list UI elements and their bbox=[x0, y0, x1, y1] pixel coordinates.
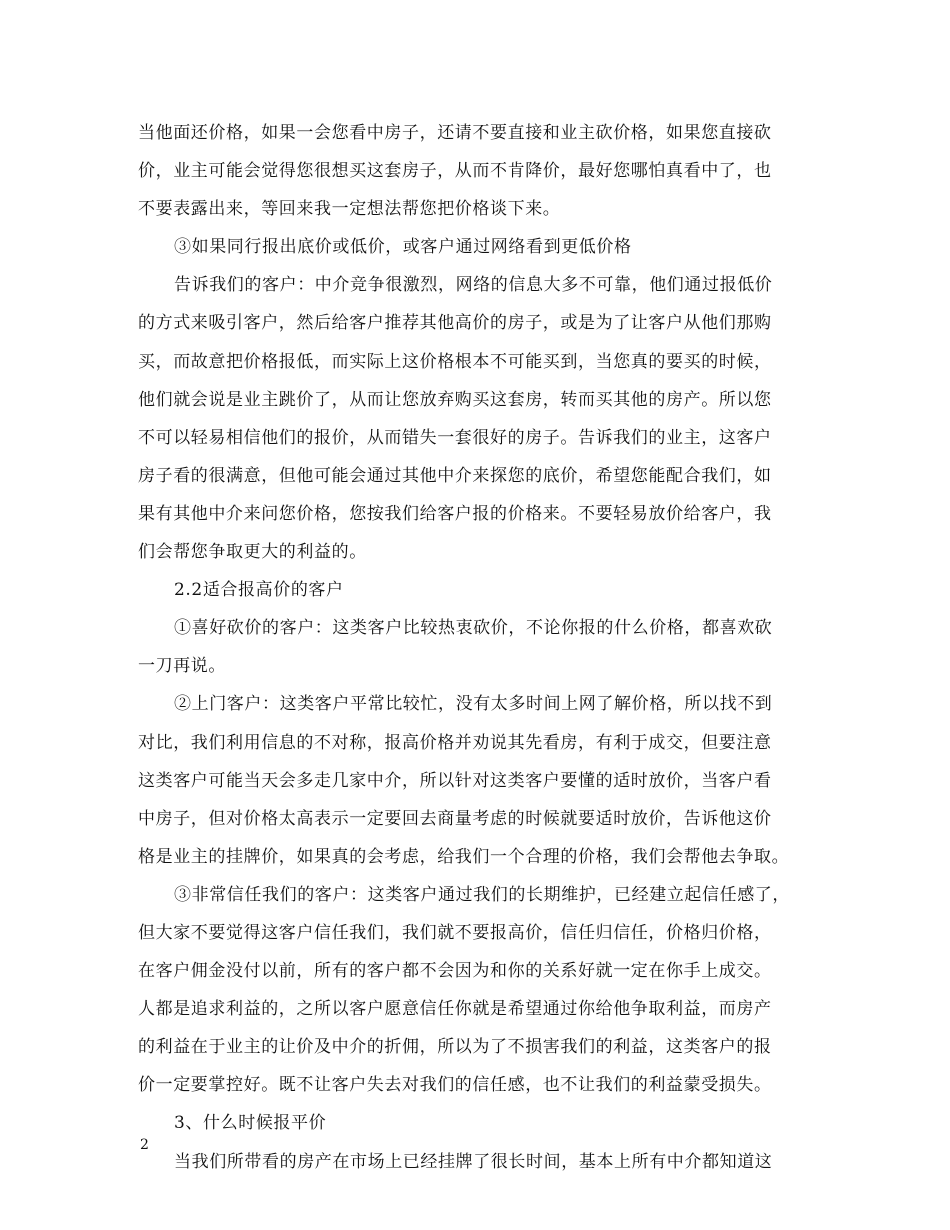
text-line: 对比，我们利用信息的不对称，报高价格并劝说其先看房，有利于成交，但要注意 bbox=[138, 732, 772, 753]
text-line: 果有其他中介来问您价格，您按我们给客户报的价格来。不要轻易放价给客户，我 bbox=[138, 503, 772, 524]
text-line: 中房子，但对价格太高表示一定要回去商量考虑的时候就要适时放价，告诉他这价 bbox=[138, 808, 772, 829]
text-line: 告诉我们的客户：中介竞争很激烈，网络的信息大多不可靠，他们通过报低价 bbox=[174, 275, 773, 296]
text-line: 但大家不要觉得这客户信任我们，我们就不要报高价，信任归信任，价格归价格， bbox=[138, 922, 772, 943]
text-line: ①喜好砍价的客户：这类客户比较热衷砍价，不论你报的什么价格，都喜欢砍 bbox=[174, 618, 773, 639]
text-line: 格是业主的挂牌价，如果真的会考虑，给我们一个合理的价格，我们会帮他去争取。 bbox=[138, 846, 790, 867]
text-line: 买，而故意把价格报低，而实际上这价格根本不可能买到，当您真的要买的时候， bbox=[138, 351, 772, 372]
text-line: 在客户佣金没付以前，所有的客户都不会因为和你的关系好就一定在你手上成交。 bbox=[138, 961, 772, 982]
text-line: 当他面还价格，如果一会您看中房子，还请不要直接和业主砍价格，如果您直接砍 bbox=[138, 123, 772, 143]
text-line: 房子看的很满意，但他可能会通过其他中介来探您的底价，希望您能配合我们，如 bbox=[138, 465, 772, 486]
text-line: 不要表露出来，等回来我一定想法帮您把价格谈下来。 bbox=[138, 199, 561, 220]
document-body bbox=[138, 114, 828, 1181]
text-line: 3、什么时候报平价 bbox=[174, 1113, 327, 1134]
text-line: 这类客户可能当天会多走几家中介，所以针对这类客户要懂的适时放价，当客户看 bbox=[138, 770, 772, 791]
text-line: 价一定要掌控好。既不让客户失去对我们的信任感，也不让我们的利益蒙受损失。 bbox=[138, 1075, 772, 1096]
text-line: 人都是追求利益的，之所以客户愿意信任你就是希望通过你给他争取利益，而房产 bbox=[138, 999, 772, 1020]
text-line: 的方式来吸引客户，然后给客户推荐其他高价的房子，或是为了让客户从他们那购 bbox=[138, 313, 772, 334]
text-line: ③非常信任我们的客户：这类客户通过我们的长期维护，已经建立起信任感了， bbox=[174, 884, 790, 905]
text-line: 他们就会说是业主跳价了，从而让您放弃购买这套房，转而买其他的房产。所以您 bbox=[138, 389, 772, 410]
text-line: 2.2适合报高价的客户 bbox=[174, 580, 344, 601]
text-line: 们会帮您争取更大的利益的。 bbox=[138, 542, 367, 563]
page-number: 2 bbox=[140, 1137, 149, 1153]
text-line: ③如果同行报出底价或低价，或客户通过网络看到更低价格 bbox=[174, 237, 632, 258]
text-line: 当我们所带看的房产在市场上已经挂牌了很长时间，基本上所有中介都知道这 bbox=[174, 1151, 773, 1172]
text-line: 的利益在于业主的让价及中介的折佣，所以为了不损害我们的利益，这类客户的报 bbox=[138, 1037, 772, 1058]
text-line: 价，业主可能会觉得您很想买这套房子，从而不肯降价，最好您哪怕真看中了，也 bbox=[138, 161, 772, 182]
text-line: 一刀再说。 bbox=[138, 656, 226, 677]
text-line: ②上门客户：这类客户平常比较忙，没有太多时间上网了解价格，所以找不到 bbox=[174, 694, 773, 715]
text-line: 不可以轻易相信他们的报价，从而错失一套很好的房子。告诉我们的业主，这客户 bbox=[138, 427, 772, 448]
